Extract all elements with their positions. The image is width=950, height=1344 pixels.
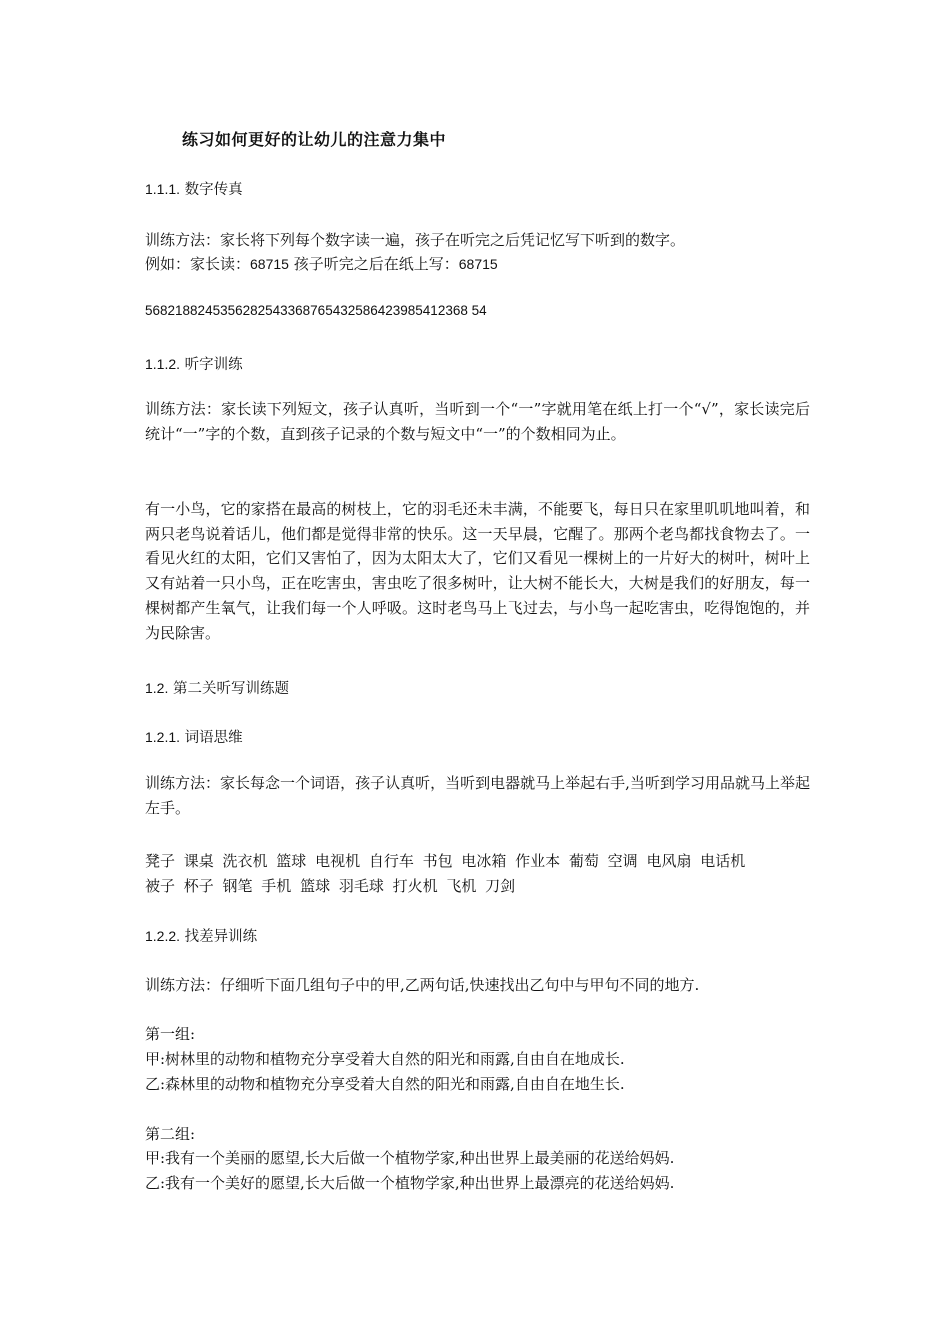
group-2-sentence-a: 甲:我有一个美丽的愿望,长大后做一个植物学家,种出世界上最美丽的花送给妈妈. xyxy=(145,1149,675,1167)
section-number: 1.2. xyxy=(145,680,169,696)
word-list-line-1: 凳子 课桌 洗衣机 篮球 电视机 自行车 书包 电冰箱 作业本 葡萄 空调 电风扇 电话机 xyxy=(145,852,746,870)
section-title: 第二关听写训练题 xyxy=(172,681,289,697)
section-title: 找差异训练 xyxy=(184,929,258,945)
section-number: 1.1.2. xyxy=(145,356,181,372)
example-number-read: 68715 xyxy=(250,256,289,272)
method-text-1-2-2: 训练方法：仔细听下面几组句子中的甲,乙两句话,快速找出乙句中与甲句不同的地方. xyxy=(145,976,700,994)
section-heading-1-2-2 xyxy=(145,925,257,946)
section-heading-1-1-1 xyxy=(145,178,243,199)
example-mid: 孩子听完之后在纸上写： xyxy=(293,255,459,273)
group-2-label: 第二组: xyxy=(145,1125,196,1143)
word-list-line-2: 被子 杯子 钢笔 手机 篮球 羽毛球 打火机 飞机 刀剑 xyxy=(145,877,516,895)
group-1-sentence-b: 乙:森林里的动物和植物充分享受着大自然的阳光和雨露,自由自在地生长. xyxy=(145,1075,625,1093)
example-number-written: 68715 xyxy=(458,256,498,272)
section-title: 数字传真 xyxy=(184,182,243,198)
method-text-1-1-1: 训练方法：家长将下列每个数字读一遍，孩子在听完之后凭记忆写下听到的数字。 xyxy=(145,231,686,249)
example-line xyxy=(145,253,498,274)
section-heading-1-2-1 xyxy=(145,726,243,747)
group-1-sentence-a: 甲:树林里的动物和植物充分享受着大自然的阳光和雨露,自由自在地成长. xyxy=(145,1050,625,1068)
section-number: 1.2.1. xyxy=(145,729,181,745)
section-title: 词语思维 xyxy=(184,730,243,746)
method-text-1-1-2: 训练方法：家长读下列短文，孩子认真听，当听到一个“一”字就用笔在纸上打一个“√”，家长读完后统计“一”字的个数，直到孩子记录的个数与短文中“一”的个数相同为止。 xyxy=(145,400,810,443)
group-1-label: 第一组: xyxy=(145,1025,196,1043)
method-text-1-2-1: 训练方法：家长每念一个词语，孩子认真听，当听到电器就马上举起右手,当听到学习用品就马上举起左手。 xyxy=(145,774,810,817)
section-title: 听字训练 xyxy=(184,357,243,373)
section-heading-1-1-2 xyxy=(145,353,243,374)
section-number: 1.2.2. xyxy=(145,928,181,944)
group-2-sentence-b: 乙:我有一个美好的愿望,长大后做一个植物学家,种出世界上最漂亮的花送给妈妈. xyxy=(145,1174,675,1192)
story-paragraph: 有一小鸟，它的家搭在最高的树枝上，它的羽毛还未丰满，不能要飞，每日只在家里叽叽地叫着，和两只老鸟说着话儿，他们都是觉得非常的快乐。这一天早晨，它醒了。那两个老鸟都找食物去了。一看见火红的太阳，它们又害怕了，因为太阳太大了，它们又看见一棵树上的一片好大的树叶，树叶上又有站着一只小鸟，正在吃害虫，害虫吃了很多树叶，让大树不能长大，大树是我们的好朋友，每一棵树都产生氧气，让我们每一个人呼吸。这时老鸟马上飞过去，与小鸟一起吃害虫，吃得饱饱的，并为民除害。 xyxy=(145,500,810,642)
section-heading-1-2 xyxy=(145,677,289,698)
section-number: 1.1.1. xyxy=(145,181,181,197)
digit-sequence: 5682188245356282543368765432586423985412368 54 xyxy=(145,303,487,318)
example-prefix: 例如：家长读： xyxy=(145,255,251,273)
page-title: 练习如何更好的让幼儿的注意力集中 xyxy=(182,130,447,149)
